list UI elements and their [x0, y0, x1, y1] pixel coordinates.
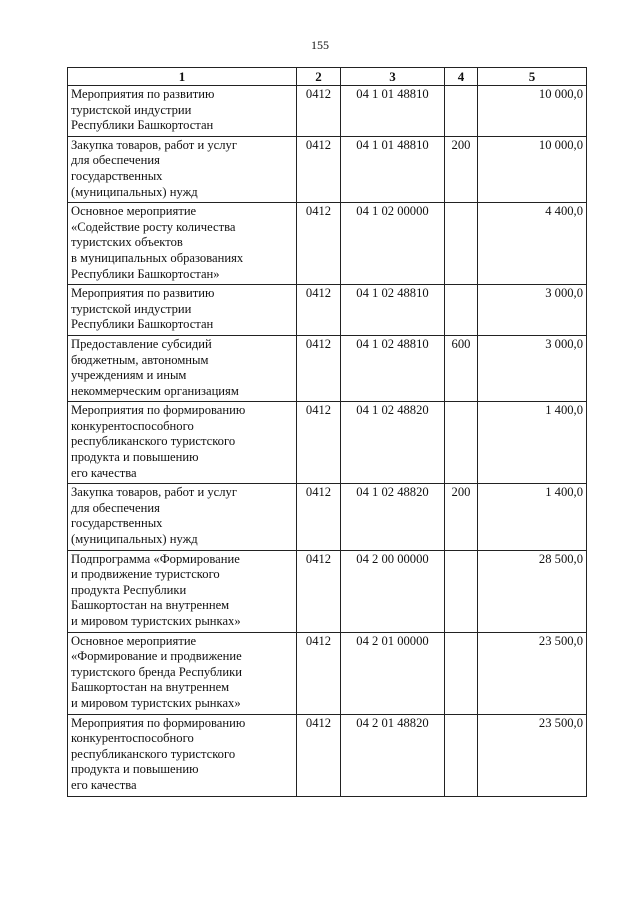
table-row [68, 402, 587, 484]
budget-table [67, 67, 587, 797]
table-row [68, 86, 587, 137]
amount-cell: 1 400,0 [478, 484, 587, 550]
amount-cell: 10 000,0 [478, 86, 587, 137]
item-name-cell: Мероприятия по развитию туристской индустрии Республики Башкортостан [68, 285, 297, 336]
section-code-cell: 0412 [297, 402, 341, 484]
section-code-cell: 0412 [297, 335, 341, 401]
column-header-5: 5 [478, 68, 587, 86]
table-row [68, 203, 587, 285]
section-code-cell: 0412 [297, 86, 341, 137]
table-row [68, 550, 587, 632]
expense-type-cell: 200 [445, 484, 478, 550]
target-classifier-cell: 04 1 02 48810 [341, 335, 445, 401]
amount-cell: 28 500,0 [478, 550, 587, 632]
target-classifier-cell: 04 2 00 00000 [341, 550, 445, 632]
expense-type-cell [445, 86, 478, 137]
expense-type-cell: 600 [445, 335, 478, 401]
table-row [68, 285, 587, 336]
section-code-cell: 0412 [297, 136, 341, 202]
item-name-cell: Основное мероприятие «Формирование и продвижение туристского бренда Республики Башкортостан на внутреннем и мировом туристских рынках» [68, 632, 297, 714]
column-header-1: 1 [68, 68, 297, 86]
table-row [68, 335, 587, 401]
section-code-cell: 0412 [297, 285, 341, 336]
amount-cell: 3 000,0 [478, 335, 587, 401]
target-classifier-cell: 04 1 02 48810 [341, 285, 445, 336]
column-header-2: 2 [297, 68, 341, 86]
table-body [68, 86, 587, 797]
amount-cell: 4 400,0 [478, 203, 587, 285]
target-classifier-cell: 04 1 02 00000 [341, 203, 445, 285]
amount-cell: 23 500,0 [478, 632, 587, 714]
target-classifier-cell: 04 1 02 48820 [341, 402, 445, 484]
expense-type-cell [445, 714, 478, 796]
table-row [68, 136, 587, 202]
expense-type-cell [445, 632, 478, 714]
amount-cell: 10 000,0 [478, 136, 587, 202]
target-classifier-cell: 04 1 01 48810 [341, 136, 445, 202]
column-header-4: 4 [445, 68, 478, 86]
target-classifier-cell: 04 2 01 00000 [341, 632, 445, 714]
section-code-cell: 0412 [297, 714, 341, 796]
item-name-cell: Мероприятия по формированию конкурентоспособного республиканского туристского продукта и повышению его качества [68, 402, 297, 484]
expense-type-cell [445, 203, 478, 285]
target-classifier-cell: 04 1 02 48820 [341, 484, 445, 550]
target-classifier-cell: 04 2 01 48820 [341, 714, 445, 796]
expense-type-cell: 200 [445, 136, 478, 202]
expense-type-cell [445, 285, 478, 336]
item-name-cell: Мероприятия по развитию туристской индустрии Республики Башкортостан [68, 86, 297, 137]
amount-cell: 23 500,0 [478, 714, 587, 796]
table-row [68, 632, 587, 714]
table-row [68, 484, 587, 550]
section-code-cell: 0412 [297, 203, 341, 285]
item-name-cell: Основное мероприятие «Содействие росту количества туристских объектов в муниципальных образованиях Республики Башкортостан» [68, 203, 297, 285]
section-code-cell: 0412 [297, 484, 341, 550]
item-name-cell: Предоставление субсидий бюджетным, автономным учреждениям и иным некоммерческим организациям [68, 335, 297, 401]
target-classifier-cell: 04 1 01 48810 [341, 86, 445, 137]
expense-type-cell [445, 550, 478, 632]
table-row [68, 714, 587, 796]
table-header-row [68, 68, 587, 86]
amount-cell: 1 400,0 [478, 402, 587, 484]
item-name-cell: Подпрограмма «Формирование и продвижение туристского продукта Республики Башкортостан на внутреннем и мировом туристских рынках» [68, 550, 297, 632]
page-number: 155 [311, 38, 329, 52]
column-header-3: 3 [341, 68, 445, 86]
item-name-cell: Закупка товаров, работ и услуг для обеспечения государственных (муниципальных) нужд [68, 484, 297, 550]
item-name-cell: Мероприятия по формированию конкурентоспособного республиканского туристского продукта и повышению его качества [68, 714, 297, 796]
item-name-cell: Закупка товаров, работ и услуг для обеспечения государственных (муниципальных) нужд [68, 136, 297, 202]
amount-cell: 3 000,0 [478, 285, 587, 336]
section-code-cell: 0412 [297, 632, 341, 714]
expense-type-cell [445, 402, 478, 484]
section-code-cell: 0412 [297, 550, 341, 632]
